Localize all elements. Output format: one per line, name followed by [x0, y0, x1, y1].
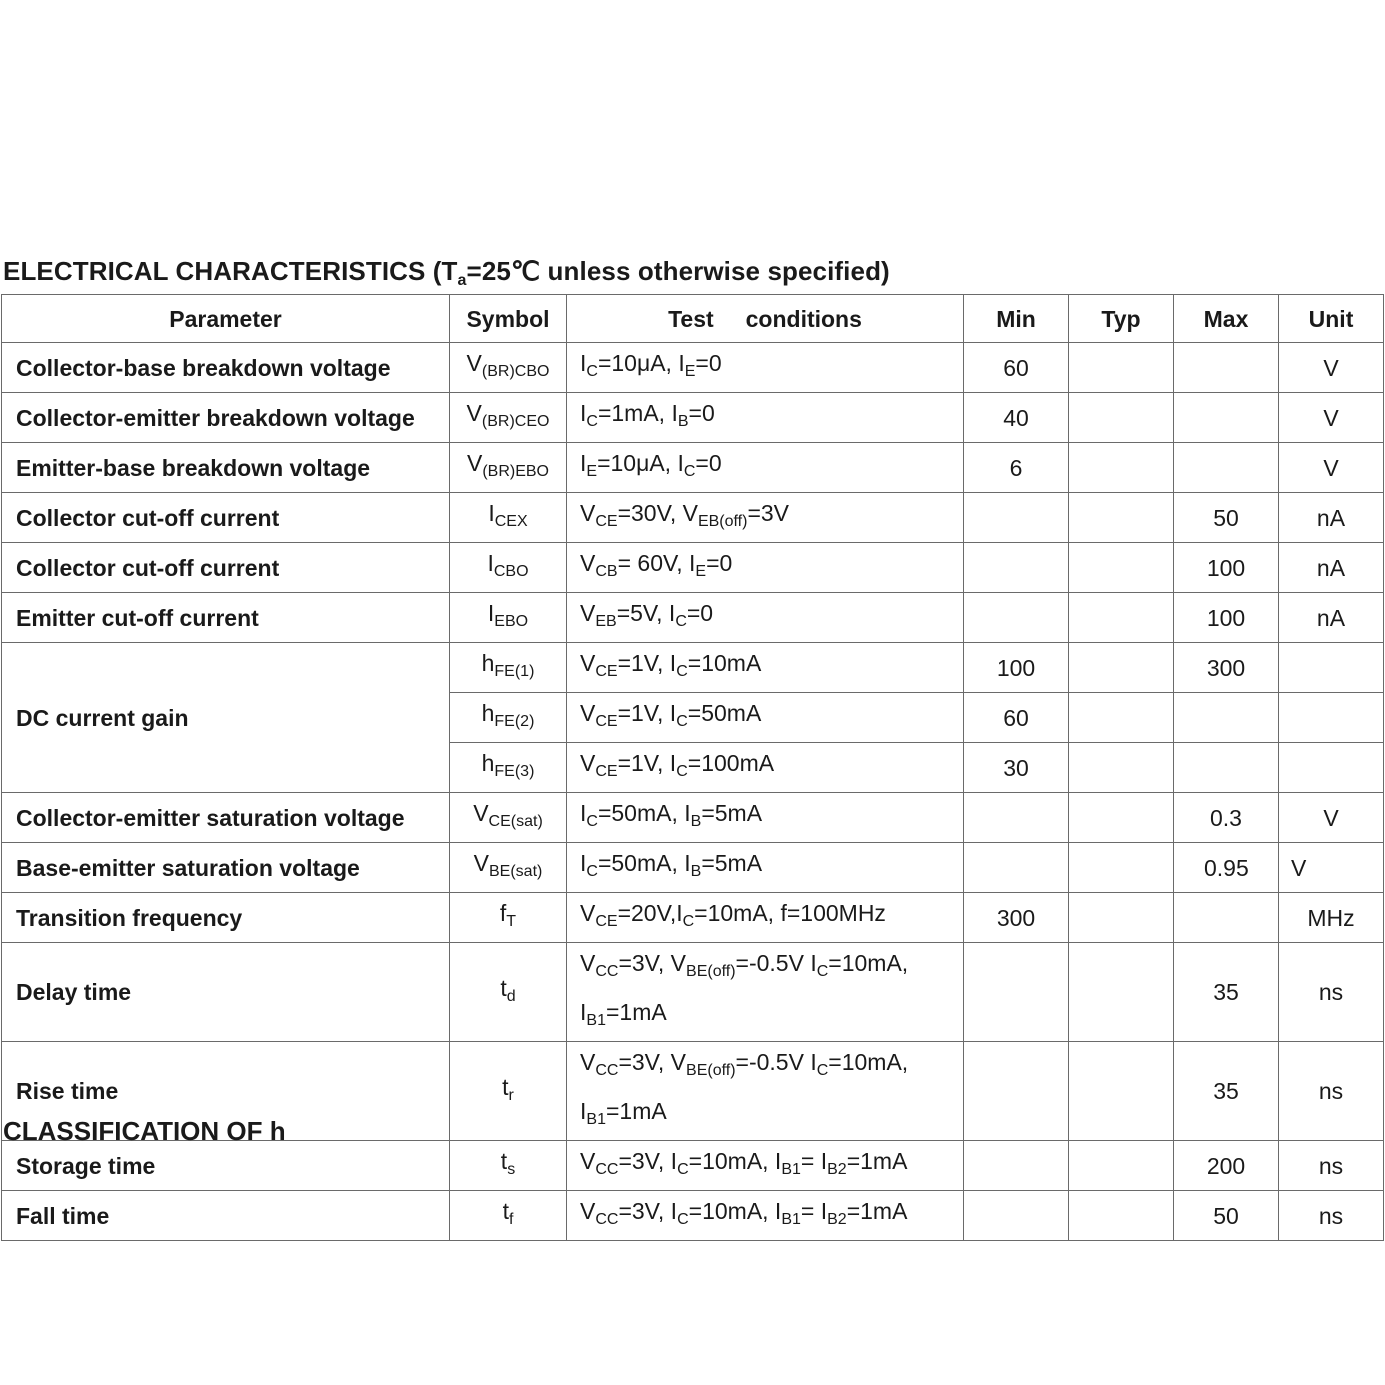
subscript-text: BE(sat): [489, 863, 543, 880]
text-segment: =-0.5V I: [735, 1049, 817, 1075]
table-row: [2, 1141, 1384, 1191]
text-segment: =1mA: [846, 1198, 908, 1224]
text-segment: =1mA: [605, 999, 667, 1025]
text-segment: V: [580, 650, 596, 676]
cell-parameter: Collector-emitter saturation voltage: [2, 793, 450, 843]
subscript-text: (BR)CEO: [481, 413, 550, 430]
cell-symbol: [450, 1042, 567, 1141]
text-segment: =20V,I: [617, 900, 683, 926]
cell-symbol: [450, 693, 567, 743]
cell-min: [964, 1042, 1069, 1141]
subscript-text: r: [508, 1086, 514, 1104]
cell-typ: [1069, 893, 1174, 943]
subscript-text: E: [695, 563, 707, 580]
text-segment: I: [580, 350, 587, 376]
cell-test-conditions: [567, 1042, 964, 1141]
text-segment: =1mA: [605, 1098, 667, 1124]
table-row: [2, 793, 1384, 843]
text-segment: V: [580, 500, 596, 526]
cell-symbol: [450, 1191, 567, 1241]
cell-min: [964, 843, 1069, 893]
text-segment: I: [580, 800, 587, 826]
subscript-text: C: [675, 613, 687, 630]
table-row: [2, 643, 1384, 693]
cell-unit: nA: [1279, 543, 1384, 593]
cell-parameter: Delay time: [2, 943, 450, 1042]
text-segment: I: [580, 450, 587, 476]
text-segment: I: [580, 850, 587, 876]
text-segment: =-0.5V I: [735, 950, 817, 976]
header-max: Max: [1174, 295, 1279, 343]
subscript-text: CEX: [494, 513, 528, 530]
cell-symbol: [450, 943, 567, 1042]
cell-symbol: [450, 493, 567, 543]
text-segment: t: [502, 1198, 509, 1224]
text-segment: V: [580, 600, 596, 626]
cell-test-conditions: [567, 843, 964, 893]
cell-max: [1174, 693, 1279, 743]
text-segment: V: [580, 950, 596, 976]
cell-min: [964, 1141, 1069, 1191]
cell-parameter: Emitter cut-off current: [2, 593, 450, 643]
cell-parameter: Storage time: [2, 1141, 450, 1191]
text-segment: I: [487, 600, 495, 626]
table-row: [2, 543, 1384, 593]
cell-unit: V: [1279, 443, 1384, 493]
cell-parameter: Rise time: [2, 1042, 450, 1141]
cell-max: 200: [1174, 1141, 1279, 1191]
cell-max: 100: [1174, 593, 1279, 643]
cell-unit: V: [1279, 343, 1384, 393]
text-segment: V: [580, 1148, 596, 1174]
cell-test-conditions: [567, 793, 964, 843]
subscript-text: E: [684, 363, 696, 380]
cell-min: [964, 593, 1069, 643]
subscript-text: B2: [827, 1161, 847, 1178]
subscript-text: C: [816, 1062, 829, 1079]
text-segment: h: [481, 650, 495, 676]
subscript-text: B1: [586, 1012, 606, 1029]
cell-typ: [1069, 593, 1174, 643]
cell-parameter: Transition frequency: [2, 893, 450, 943]
subscript-text: CE: [595, 913, 618, 930]
cell-typ: [1069, 793, 1174, 843]
text-segment: = 60V, I: [617, 550, 696, 576]
text-segment: =1mA, I: [597, 400, 678, 426]
cell-parameter: Collector-base breakdown voltage: [2, 343, 450, 393]
subscript-text: E: [586, 463, 598, 480]
subscript-text: C: [682, 913, 695, 930]
cell-symbol: [450, 643, 567, 693]
subscript-text: CC: [595, 963, 619, 980]
text-segment: =0: [695, 350, 722, 376]
text-segment: = I: [800, 1148, 828, 1174]
text-segment: =1V, I: [617, 700, 677, 726]
text-segment: V: [580, 1198, 596, 1224]
cell-test-conditions: [567, 1141, 964, 1191]
table-title: ELECTRICAL CHARACTERISTICS ($T_a=25℃$ unless otherwise specified): [3, 256, 890, 289]
subscript-text: T: [506, 913, 517, 930]
subscript-text: C: [586, 813, 598, 830]
cell-test-conditions: [567, 693, 964, 743]
text-segment: h: [481, 700, 495, 726]
text-segment: =10mA,: [828, 1049, 909, 1075]
cell-unit: ns: [1279, 1141, 1384, 1191]
table-row: [2, 593, 1384, 643]
cell-typ: [1069, 1141, 1174, 1191]
cell-min: 60: [964, 343, 1069, 393]
table-row: [2, 843, 1384, 893]
text-segment: =3V: [747, 500, 790, 526]
cell-min: 30: [964, 743, 1069, 793]
cell-max: [1174, 443, 1279, 493]
cell-symbol: [450, 793, 567, 843]
text-segment: =10μA, I: [597, 350, 685, 376]
subscript-text: B: [690, 813, 702, 830]
cell-test-conditions: [567, 443, 964, 493]
subscript-text: B2: [827, 1211, 847, 1228]
cell-parameter: Fall time: [2, 1191, 450, 1241]
cell-unit: [1279, 743, 1384, 793]
table-row: [2, 343, 1384, 393]
subscript-text: B1: [586, 1111, 606, 1128]
text-segment: =50mA, I: [597, 850, 691, 876]
text-segment: V: [580, 700, 596, 726]
cell-typ: [1069, 343, 1174, 393]
cell-unit: MHz: [1279, 893, 1384, 943]
subscript-text: C: [586, 863, 598, 880]
cell-unit: [1279, 693, 1384, 743]
cell-typ: [1069, 393, 1174, 443]
text-segment: =10μA, I: [597, 450, 684, 476]
subscript-text: C: [676, 713, 688, 730]
cell-min: 300: [964, 893, 1069, 943]
text-segment: =3V, I: [618, 1198, 678, 1224]
subscript-text: CE: [595, 713, 618, 730]
cell-unit: [1279, 643, 1384, 693]
text-segment: I: [580, 999, 587, 1025]
cell-parameter: Collector-emitter breakdown voltage: [2, 393, 450, 443]
cell-parameter: Base-emitter saturation voltage: [2, 843, 450, 893]
subscript-text: C: [816, 963, 829, 980]
subscript-text: CE(sat): [488, 813, 543, 830]
cell-test-conditions: [567, 943, 964, 1042]
subscript-text: CB: [595, 563, 618, 580]
cell-max: [1174, 893, 1279, 943]
text-segment: I: [487, 550, 494, 576]
cell-max: 35: [1174, 943, 1279, 1042]
cell-typ: [1069, 493, 1174, 543]
cell-test-conditions: [567, 743, 964, 793]
text-segment: V: [473, 800, 489, 826]
cell-symbol: [450, 593, 567, 643]
cell-unit: ns: [1279, 943, 1384, 1042]
subscript-text: EBO: [494, 613, 529, 630]
cell-max: [1174, 393, 1279, 443]
subscript-text: B: [677, 413, 689, 430]
text-segment: =1V, I: [617, 650, 677, 676]
subscript-text: B: [690, 863, 702, 880]
text-segment: t: [500, 974, 507, 1001]
cell-typ: [1069, 1042, 1174, 1141]
subscript-text: CE: [595, 663, 618, 680]
text-segment: =5mA: [701, 800, 763, 826]
subscript-text: FE(1): [494, 663, 535, 680]
subscript-text: CC: [595, 1161, 619, 1178]
text-segment: =10mA,: [828, 950, 909, 976]
text-segment: =0: [686, 600, 714, 626]
text-segment: =10mA: [687, 650, 762, 676]
subscript-text: C: [676, 763, 688, 780]
cell-typ: [1069, 943, 1174, 1042]
cell-max: [1174, 343, 1279, 393]
cell-test-conditions: [567, 893, 964, 943]
subscript-text: C: [677, 1161, 689, 1178]
cell-parameter: DC current gain: [2, 643, 450, 793]
subscript-text: CBO: [493, 563, 529, 580]
cell-unit: V: [1279, 843, 1384, 893]
cell-max: [1174, 743, 1279, 793]
subscript-text: CE: [595, 513, 618, 530]
text-segment: f: [499, 900, 507, 926]
subscript-text: BE(off): [686, 963, 736, 980]
cell-unit: nA: [1279, 593, 1384, 643]
cell-symbol: [450, 843, 567, 893]
cell-min: [964, 1191, 1069, 1241]
text-segment: =3V, I: [618, 1148, 678, 1174]
header-row: [2, 295, 1384, 343]
text-segment: = I: [800, 1198, 828, 1224]
cell-max: 300: [1174, 643, 1279, 693]
text-segment: =50mA: [687, 700, 762, 726]
cell-typ: [1069, 1191, 1174, 1241]
cell-symbol: [450, 743, 567, 793]
cell-test-conditions: [567, 343, 964, 393]
text-segment: =10mA, I: [688, 1198, 782, 1224]
cell-min: 6: [964, 443, 1069, 493]
cell-max: 50: [1174, 493, 1279, 543]
cell-parameter: Collector cut-off current: [2, 543, 450, 593]
cell-min: [964, 943, 1069, 1042]
cell-min: 40: [964, 393, 1069, 443]
subscript-text: C: [677, 1211, 689, 1228]
cell-min: [964, 543, 1069, 593]
cell-max: 50: [1174, 1191, 1279, 1241]
subscript-text: EB: [595, 613, 617, 630]
text-segment: =1mA: [846, 1148, 908, 1174]
subscript-text: C: [586, 363, 598, 380]
subscript-text: BE(off): [686, 1062, 736, 1079]
cell-symbol: [450, 1141, 567, 1191]
text-segment: V: [580, 1049, 596, 1075]
cell-parameter: Collector cut-off current: [2, 493, 450, 543]
text-segment: =10mA, f=100MHz: [694, 900, 886, 926]
text-segment: =5V, I: [616, 600, 676, 626]
subscript-text: FE(2): [494, 713, 535, 730]
text-segment: V: [580, 900, 596, 926]
text-segment: I: [580, 1098, 587, 1124]
subscript-text: CC: [595, 1062, 619, 1079]
table-row: [2, 393, 1384, 443]
subscript-text: (BR)CBO: [481, 363, 550, 380]
cell-max: 0.95: [1174, 843, 1279, 893]
cell-symbol: [450, 393, 567, 443]
subscript-text: CC: [595, 1211, 619, 1228]
subscript-text: C: [586, 413, 598, 430]
subscript-text: B1: [781, 1211, 801, 1228]
cell-unit: V: [1279, 393, 1384, 443]
table-row: [2, 1191, 1384, 1241]
text-segment: V: [580, 550, 596, 576]
header-min: Min: [964, 295, 1069, 343]
cell-max: 100: [1174, 543, 1279, 593]
cell-typ: [1069, 693, 1174, 743]
cell-min: 60: [964, 693, 1069, 743]
subscript-text: f: [508, 1211, 514, 1228]
text-segment: V: [580, 750, 596, 776]
text-segment: t: [500, 1148, 508, 1174]
text-segment: V: [473, 850, 489, 876]
cell-symbol: [450, 893, 567, 943]
cell-typ: [1069, 643, 1174, 693]
cell-max: 35: [1174, 1042, 1279, 1141]
cell-test-conditions: [567, 593, 964, 643]
text-segment: =30V, V: [617, 500, 698, 526]
subscript-text: d: [506, 987, 516, 1005]
table-row: [2, 443, 1384, 493]
cell-typ: [1069, 743, 1174, 793]
subscript-text: CE: [595, 763, 618, 780]
header-typ: Typ: [1069, 295, 1174, 343]
cell-symbol: [450, 443, 567, 493]
subscript-text: C: [676, 663, 688, 680]
text-segment: V: [466, 450, 483, 476]
text-segment: =0: [688, 400, 715, 426]
text-segment: h: [481, 750, 495, 776]
text-segment: =1V, I: [617, 750, 677, 776]
cell-typ: [1069, 543, 1174, 593]
header-parameter: Parameter: [2, 295, 450, 343]
table-row: [2, 893, 1384, 943]
text-segment: =3V, V: [618, 950, 687, 976]
header-unit: Unit: [1279, 295, 1384, 343]
text-segment: I: [580, 400, 587, 426]
cell-test-conditions: [567, 393, 964, 443]
cell-test-conditions: [567, 493, 964, 543]
cell-parameter: Emitter-base breakdown voltage: [2, 443, 450, 493]
text-segment: =100mA: [687, 750, 775, 776]
cell-min: [964, 493, 1069, 543]
table-row: [2, 943, 1384, 1042]
cell-max: 0.3: [1174, 793, 1279, 843]
cell-unit: ns: [1279, 1191, 1384, 1241]
text-segment: =50mA, I: [597, 800, 691, 826]
cell-min: [964, 793, 1069, 843]
text-segment: =5mA: [701, 850, 763, 876]
table-row: [2, 493, 1384, 543]
next-section-heading: CLASSIFICATION OF h: [3, 1116, 286, 1146]
text-segment: t: [502, 1073, 509, 1100]
subscript-text: FE(3): [494, 763, 535, 780]
text-segment: =0: [706, 550, 733, 576]
header-symbol: Symbol: [450, 295, 567, 343]
cell-unit: V: [1279, 793, 1384, 843]
cell-test-conditions: [567, 643, 964, 693]
cell-typ: [1069, 443, 1174, 493]
electrical-characteristics-table: [1, 294, 1384, 1241]
cell-test-conditions: [567, 543, 964, 593]
cell-symbol: [450, 543, 567, 593]
cell-min: 100: [964, 643, 1069, 693]
text-segment: =10mA, I: [688, 1148, 782, 1174]
text-segment: =0: [695, 450, 722, 476]
cell-symbol: [450, 343, 567, 393]
text-segment: =3V, V: [618, 1049, 687, 1075]
cell-unit: nA: [1279, 493, 1384, 543]
cell-test-conditions: [567, 1191, 964, 1241]
subscript-text: C: [683, 463, 696, 480]
text-segment: I: [488, 500, 495, 526]
subscript-text: B1: [781, 1161, 801, 1178]
subscript-text: (BR)EBO: [482, 463, 549, 480]
subscript-text: EB(off): [697, 513, 748, 530]
cell-typ: [1069, 843, 1174, 893]
text-segment: V: [466, 400, 482, 426]
text-segment: V: [466, 350, 482, 376]
cell-unit: ns: [1279, 1042, 1384, 1141]
header-test-conditions: Test conditions: [567, 295, 964, 343]
subscript-text: s: [507, 1161, 516, 1178]
